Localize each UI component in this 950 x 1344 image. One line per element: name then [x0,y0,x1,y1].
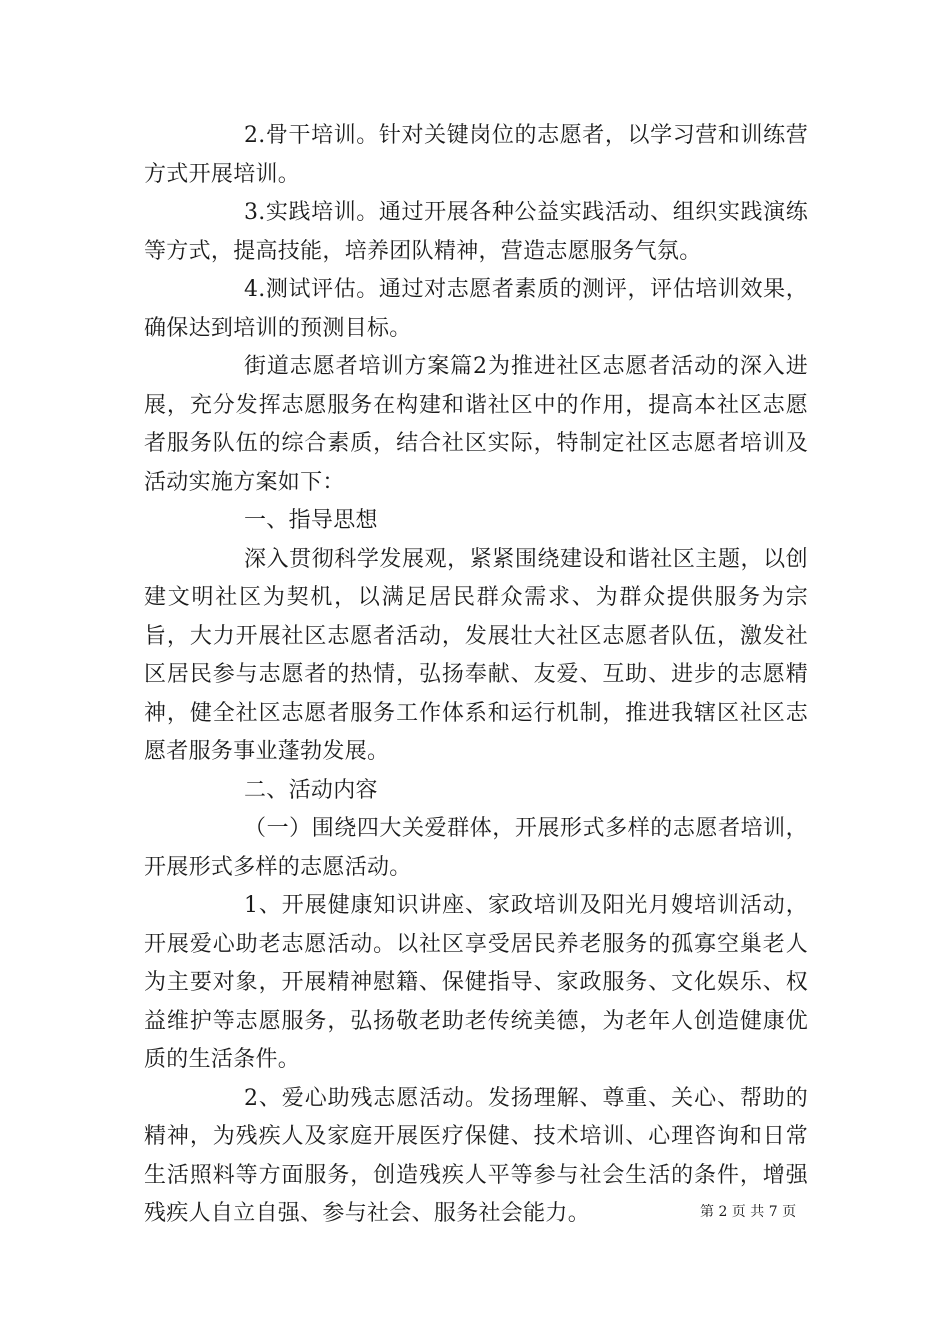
paragraph-test-evaluation: 4.测试评估。通过对志愿者素质的测评，评估培训效果，确保达到培训的预测目标。 [144,277,808,341]
paragraph-practice-training: 3.实践培训。通过开展各种公益实践活动、组织实践演练等方式，提高技能，培养团队精神，营造志愿服务气氛。 [144,200,808,264]
paragraph-care-groups: （一）围绕四大关爱群体，开展形式多样的志愿者培训，开展形式多样的志愿活动。 [144,816,808,880]
section-heading-guiding-ideology: 一、指导思想 [244,508,378,533]
paragraph-guiding-ideology: 深入贯彻科学发展观，紧紧围绕建设和谐社区主题，以创建文明社区为契机，以满足居民群众需求、为群众提供服务为宗旨，大力开展社区志愿者活动，发展壮大社区志愿者队伍，激发社区居民参与志愿者的热情，弘扬奉献、友爱、互助、进步的志愿精神，健全社区志愿者服务工作体系和运行机制，推进我辖区社区志愿者服务事业蓬勃发展。 [144,546,808,764]
paragraph-plan-intro: 街道志愿者培训方案篇2为推进社区志愿者活动的深入进展，充分发挥志愿服务在构建和谐社区中的作用，提高本社区志愿者服务队伍的综合素质，结合社区实际，特制定社区志愿者培训及活动实施方案如下： [144,354,808,495]
document-body [144,117,808,1234]
paragraph-backbone-training: 2.骨干培训。针对关键岗位的志愿者，以学习营和训练营方式开展培训。 [144,123,808,187]
page-number-footer: 第 2 页 共 7 页 [700,1204,797,1220]
paragraph-elderly-care: 1、开展健康知识讲座、家政培训及阳光月嫂培训活动，开展爱心助老志愿活动。以社区享受居民养老服务的孤寡空巢老人为主要对象，开展精神慰籍、保健指导、家政服务、文化娱乐、权益维护等志愿服务，弘扬敬老助老传统美德，为老年人创造健康优质的生活条件。 [144,893,808,1072]
paragraph-disability-care: 2、爱心助残志愿活动。发扬理解、尊重、关心、帮助的精神，为残疾人及家庭开展医疗保健、技术培训、心理咨询和日常生活照料等方面服务，创造残疾人平等参与社会生活的条件，增强残疾人自立自强、参与社会、服务社会能力。 [144,1085,808,1226]
section-heading-activity-content: 二、活动内容 [244,777,378,803]
